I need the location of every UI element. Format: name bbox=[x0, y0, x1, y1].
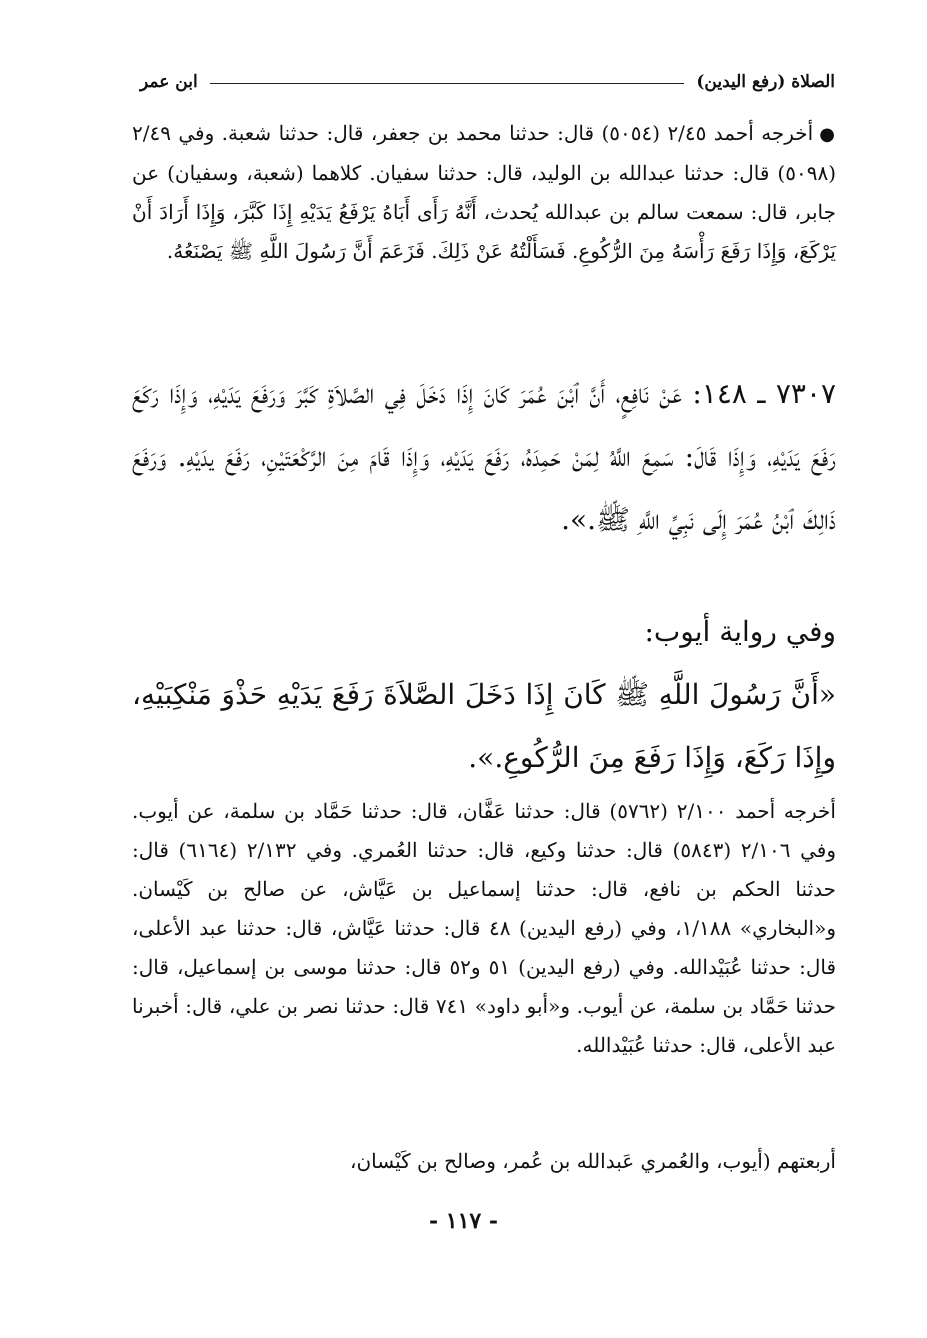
takhrij-text-1: أخرجه أحمد ٢/٤٥ (٥٠٥٤) قال: حدثنا محمد بن جعفر، قال: حدثنا شعبة. وفي ٢/٤٩ (٥٠٩٨) قال: حدثنا عبدالله بن الوليد، قال: حدثنا سفيان. كلاهما (شعبة، وسفيان) عن جابر، قال: سمعت سالم بن عبدالله يُحدث، أَنَّهُ رَأَى أَبَاهُ يَرْفَعُ يَدَيْهِ إِذَا كَبَّرَ، وَإِذَا أَرَادَ أَنْ يَرْكَعَ، وَإِذَا رَفَعَ رَأْسَهُ مِنَ الرُّكُوعِ. فَسَأَلْتُهُ عَنْ ذَلِكَ. فَزَعَمَ أَنَّ رَسُولَ اللَّهِ ﷺ يَصْنَعُهُ. bbox=[132, 121, 836, 263]
takhrij-paragraph-3 bbox=[132, 1142, 836, 1181]
hadith-text bbox=[132, 362, 836, 551]
running-header bbox=[140, 66, 835, 92]
ayyub-intro: وفي رواية أيوب: bbox=[644, 615, 836, 648]
ayyub-text: «أَنَّ رَسُولَ اللَّهِ ﷺ كَانَ إِذَا دَخَلَ الصَّلاَةَ رَفَعَ يَدَيْهِ حَذْوَ مَنْكِبَيْهِ، وإِذَا رَكَعَ، وَإِذَا رَفَعَ مِنَ الرُّكُوعِ.». bbox=[132, 678, 836, 774]
hadith-7307: ٧٣٠٧ ـ ١٤٨: عَنْ نَافِعٍ، أَنَّ ٱبْنَ عُمَرَ كَانَ إِذَا دَخَلَ فِي الصَّلاَةِ كَبَّرَ وَرَفَعَ يَدَيْهِ، وَإِذَا رَكَعَ رَفَعَ يَدَيْهِ، وَإِذَا قَالَ: سَمِعَ اللَّهُ لِمَنْ حَمِدَهُ، رَفَعَ يَدَيْهِ، وَإِذَا قَامَ مِنَ الرَّكْعَتَيْنِ، رَفَعَ يدَيْهِ. وَرَفَعَ ذَالِكَ ٱبْنُ عُمَرَ إِلَى نَبِيِّ اللَّهِ ﷺ.». bbox=[132, 377, 837, 536]
ayyub-version bbox=[132, 600, 836, 789]
takhrij-paragraph-2 bbox=[132, 792, 836, 1065]
bullet-icon: ● bbox=[819, 124, 836, 145]
takhrij-paragraph-1 bbox=[132, 114, 836, 271]
takhrij-text-3: أربعتهم (أيوب، والعُمري عَبدالله بن عُمر، وصالح بن كَيْسان، bbox=[349, 1149, 836, 1173]
page-number: - ١١٧ - bbox=[428, 1208, 499, 1234]
narrator-name: ابن عمر bbox=[140, 72, 198, 92]
header-rule bbox=[210, 83, 685, 84]
takhrij-text-2: أخرجه أحمد ٢/١٠٠ (٥٧٦٢) قال: حدثنا عَفَّان، قال: حدثنا حَمَّاد بن سلمة، عن أيوب. وفي ٢/١٠٦ (٥٨٤٣) قال: حدثنا وكيع، قال: حدثنا العُمري. وفي ٢/١٣٢ (٦١٦٤) قال: حدثنا الحكم بن نافع، قال: حدثنا إسماعيل بن عَيَّاش، عن صالح بن كَيْسان. و«البخاري» ١/١٨٨، وفي (رفع اليدين) ٤٨ قال: حدثنا عَيَّاش، قال: حدثنا عبد الأعلى، قال: حدثنا عُبَيْدالله. وفي (رفع اليدين) ٥١ و٥٢ قال: حدثنا موسى بن إسماعيل، قال: حدثنا حَمَّاد بن سلمة، عن أيوب. و«أبو داود» ٧٤١ قال: حدثنا نصر بن علي، قال: أخبرنا عبد الأعلى، قال: حدثنا عُبَيْدالله. bbox=[132, 799, 837, 1057]
chapter-title: الصلاة (رفع اليدين) bbox=[696, 72, 835, 92]
